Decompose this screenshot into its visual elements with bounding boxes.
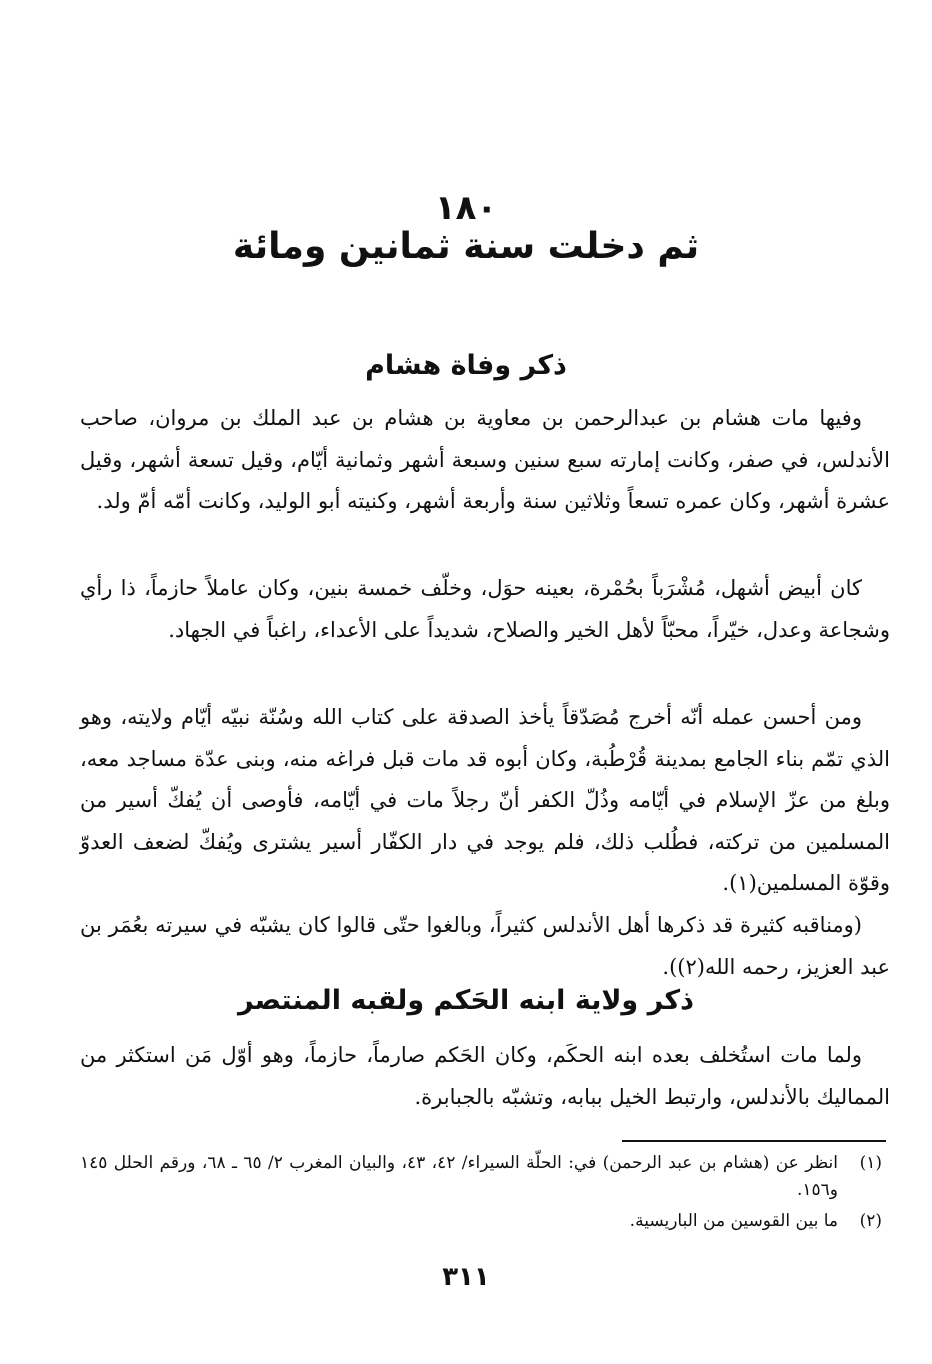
paragraph: وفيها مات هشام بن عبدالرحمن بن معاوية بن هشام بن عبد الملك بن مروان، صاحب الأندلس، في صفر، وكانت إمارته سبع سنين وسبعة أشهر وثمانية أيّام، وقيل تسعة أشهر، وقيل عشرة أشهر، وكان عمره تسعاً وثلاثين سنة وأربعة أشهر، وكنيته أبو الوليد، وكانت أمّه أمّ ولد.	[80, 406, 890, 513]
footnote-number: (١)	[859, 1153, 882, 1173]
paragraph: كان أبيض أشهل، مُشْرَباً بحُمْرة، بعينه حوَل، وخلّف خمسة بنين، وكان عاملاً حازماً، ذا رأي وشجاعة وعدل، خيّراً، محبّاً لأهل الخير والصلاح، شديداً على الأعداء، راغباً في الجهاد.	[80, 576, 890, 642]
footnote-text: انظر عن (هشام بن عبد الرحمن) في: الحلّة السيراء/ ٤٢، ٤٣، والبيان المغرب ٢/ ٦٥ ـ ٦٨، ورقم الحلل ١٤٥ و١٥٦.	[80, 1153, 838, 1200]
footnote	[80, 1150, 892, 1204]
paragraph: ومن أحسن عمله أنّه أخرج مُصَدّقاً يأخذ الصدقة على كتاب الله وسُنّة نبيّه أيّام ولايته، وهو الذي تمّم بناء الجامع بمدينة قُرْطُبة، وكان أبوه قد مات قبل فراغه منه، وبنى عدّة مساجد معه، وبلغ من عزّ الإسلام في أيّامه وذُلّ الكفر أنّ رجلاً مات في أيّامه، فأوصى أن يُفكّ أسير من المسلمين من تركته، فطُلب ذلك، فلم يوجد في دار الكفّار أسير يشترى ويُفكّ لضعف العدوّ وقوّة المسلمين(١).	[80, 705, 890, 895]
section-heading-hakam-succession: ذكر ولاية ابنه الحَكم ولقبه المنتصر	[238, 985, 694, 1016]
footnote-number: (٢)	[859, 1211, 882, 1231]
footnote-text: ما بين القوسين من الباريسية.	[629, 1211, 838, 1231]
paragraph: ولما مات استُخلف بعده ابنه الحكَم، وكان الحَكم صارماً، حازماً، وهو أوّل مَن استكثر من المماليك بالأندلس، وارتبط الخيل ببابه، وتشبّه بالجبابرة.	[80, 1043, 890, 1109]
footnote	[80, 1208, 892, 1235]
year-number: ١٨٠	[434, 188, 498, 228]
paragraph: (ومناقبه كثيرة قد ذكرها أهل الأندلس كثيراً، وبالغوا حتّى قالوا كان يشبّه في سيرته بعُمَر بن عبد العزيز، رحمه الله(٢)).	[80, 913, 890, 979]
section-heading-hisham-death: ذكر وفاة هشام	[365, 350, 567, 381]
year-title: ثم دخلت سنة ثمانين ومائة	[232, 226, 700, 267]
footnote-divider	[622, 1140, 886, 1142]
page-number: ٣١١	[442, 1262, 490, 1292]
